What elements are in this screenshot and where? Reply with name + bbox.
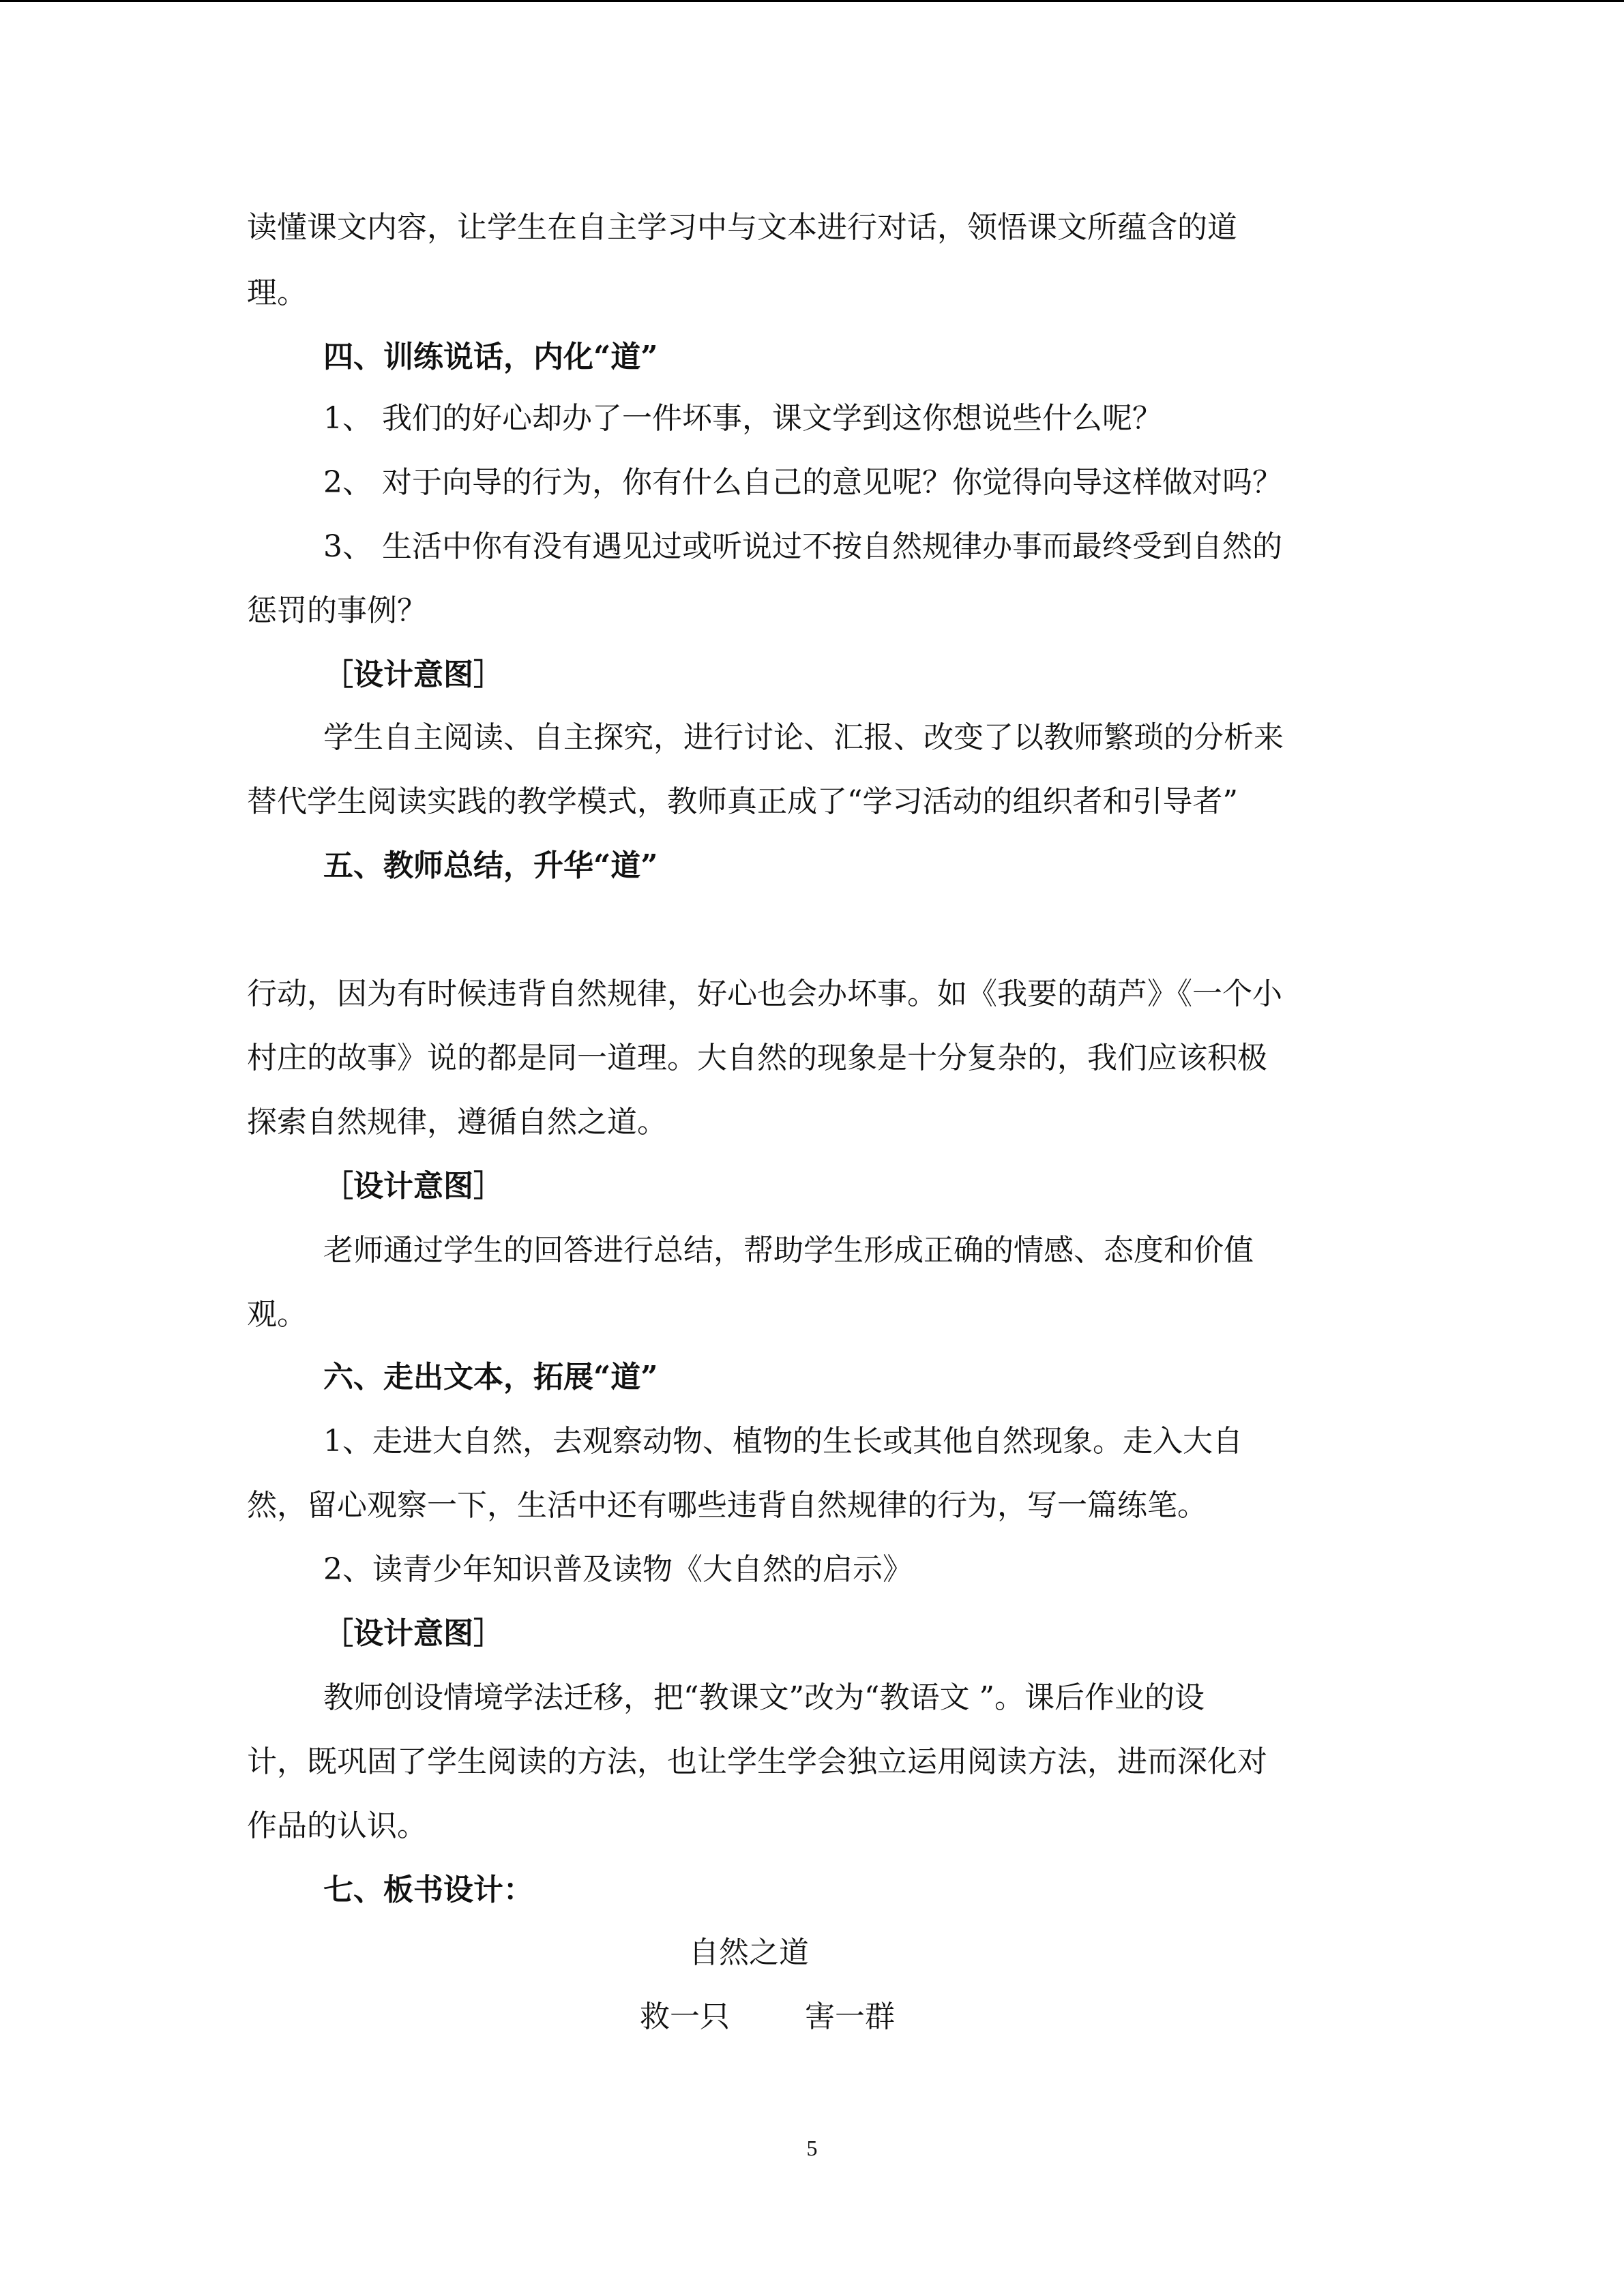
paragraph-line: 读懂课文内容，让学生在自主学习中与文本进行对话，领悟课文所蕴含的道: [247, 210, 1237, 245]
paragraph-line: 探索自然规律，遵循自然之道。: [247, 1105, 667, 1139]
paragraph-line: 教师创设情境学法迁移，把“教课文”改为“教语文 ”。课后作业的设: [323, 1680, 1205, 1715]
task-1: 1、走进大自然，去观察动物、植物的生长或其他自然现象。走入大自: [323, 1424, 1243, 1459]
question-1: 1、 我们的好心却办了一件坏事，课文学到这你想说些什么呢？: [323, 401, 1162, 436]
question-3-cont: 惩罚的事例？: [247, 593, 427, 628]
section-heading-4: 四、训练说话，内化“道”: [323, 340, 658, 374]
section-heading-7: 七、板书设计：: [323, 1873, 533, 1907]
paragraph-line: 理。: [247, 275, 307, 310]
board-left: 救一只: [640, 1999, 730, 2034]
paragraph-line: 学生自主阅读、自主探究，进行讨论、汇报、改变了以教师繁琐的分析来: [323, 720, 1284, 755]
design-intent-label: ［设计意图］: [323, 657, 503, 692]
page-top-border: [0, 0, 1624, 2]
paragraph-line: 计，既巩固了学生阅读的方法，也让学生学会独立运用阅读方法，进而深化对: [247, 1744, 1267, 1779]
paragraph-line: 村庄的故事》说的都是同一道理。大自然的现象是十分复杂的，我们应该积极: [247, 1041, 1267, 1075]
paragraph-line: 观。: [247, 1297, 307, 1332]
task-2: 2、读青少年知识普及读物《大自然的启示》: [323, 1552, 913, 1587]
paragraph-line: 行动，因为有时候违背自然规律，好心也会办坏事。如《我要的葫芦》《一个小: [247, 976, 1282, 1011]
task-1-cont: 然，留心观察一下，生活中还有哪些违背自然规律的行为，写一篇练笔。: [247, 1488, 1207, 1523]
design-intent-label: ［设计意图］: [323, 1616, 503, 1651]
page-number: 5: [806, 2136, 818, 2160]
section-heading-6: 六、走出文本，拓展“道”: [323, 1360, 658, 1395]
board-right: 害一群: [805, 1999, 895, 2034]
design-intent-label: ［设计意图］: [323, 1169, 503, 1204]
board-title: 自然之道: [689, 1935, 809, 1970]
question-2: 2、 对于向导的行为，你有什么自己的意见呢？你觉得向导这样做对吗？: [323, 465, 1282, 500]
question-3: 3、 生活中你有没有遇见过或听说过不按自然规律办事而最终受到自然的: [323, 529, 1282, 564]
paragraph-line: 作品的认识。: [247, 1808, 427, 1843]
paragraph-line: 老师通过学生的回答进行总结，帮助学生形成正确的情感、态度和价值: [323, 1233, 1254, 1268]
section-heading-5: 五、教师总结，升华“道”: [323, 848, 658, 883]
paragraph-line: 替代学生阅读实践的教学模式，教师真正成了“学习活动的组织者和引导者”: [247, 784, 1238, 819]
